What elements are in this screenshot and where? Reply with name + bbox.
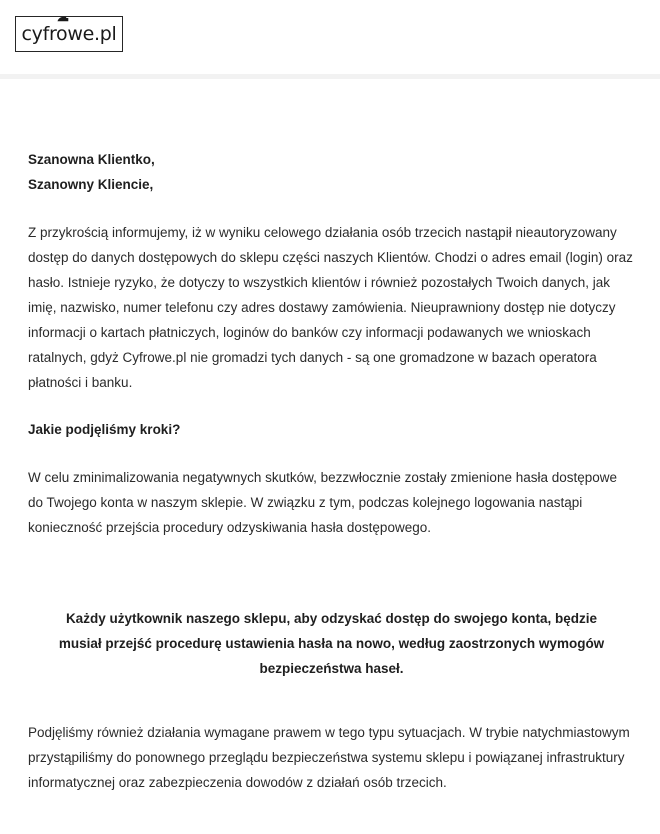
header-divider: [0, 74, 660, 79]
salutation-line-2: Szanowny Kliencie,: [28, 177, 154, 192]
camera-icon: [57, 16, 69, 22]
password-reset-callout: Każdy użytkownik naszego sklepu, aby odzyskać dostęp do swojego konta, będzie musiał przejść procedurę ustawienia hasła na nowo, według zaostrzonych wymogów bezpieczeństwa haseł.: [58, 610, 605, 676]
salutation-block: [28, 147, 635, 197]
steps-heading: Jakie podjęliśmy kroki?: [28, 422, 181, 437]
steps-paragraph: W celu zminimalizowania negatywnych skutków, bezzwłocznie zostały zmienione hasła dostępowe do Twojego konta w naszym sklepie. W związku z tym, podczas kolejnego logowania nastąpi konieczność przejścia procedury odzyskiwania hasła dostępowego.: [28, 470, 618, 535]
logo-text: cyfrowe.pl: [21, 22, 117, 45]
site-logo[interactable]: [15, 16, 123, 52]
legal-paragraph: Podjęliśmy również działania wymagane prawem w tego typu sytuacjach. W trybie natychmiastowym przystąpiliśmy do ponownego przeglądu bezpieczeństwa systemu sklepu i powiązanej infrastruktury informatycznej oraz zabezpieczenia dowodów z działań osób trzecich.: [28, 725, 630, 790]
salutation-line-1: Szanowna Klientko,: [28, 152, 155, 167]
page-header: [0, 0, 660, 74]
intro-paragraph: Z przykrością informujemy, iż w wyniku celowego działania osób trzecich nastąpił nieautoryzowany dostęp do danych dostępowych do sklepu części naszych Klientów. Chodzi o adres email (login) oraz hasło. Istnieje ryzyko, że dotyczy to wszystkich klientów i również pozostałych Twoich danych, jak imię, nazwisko, numer telefonu czy adres dostawy zamówienia. Nieuprawniony dostęp nie dotyczy informacji o kartach płatniczych, loginów do banków czy informacji podawanych we wnioskach ratalnych, gdyż Cyfrowe.pl nie gromadzi tych danych - są one gromadzone w bazach operatora płatności i banku.: [28, 225, 633, 390]
